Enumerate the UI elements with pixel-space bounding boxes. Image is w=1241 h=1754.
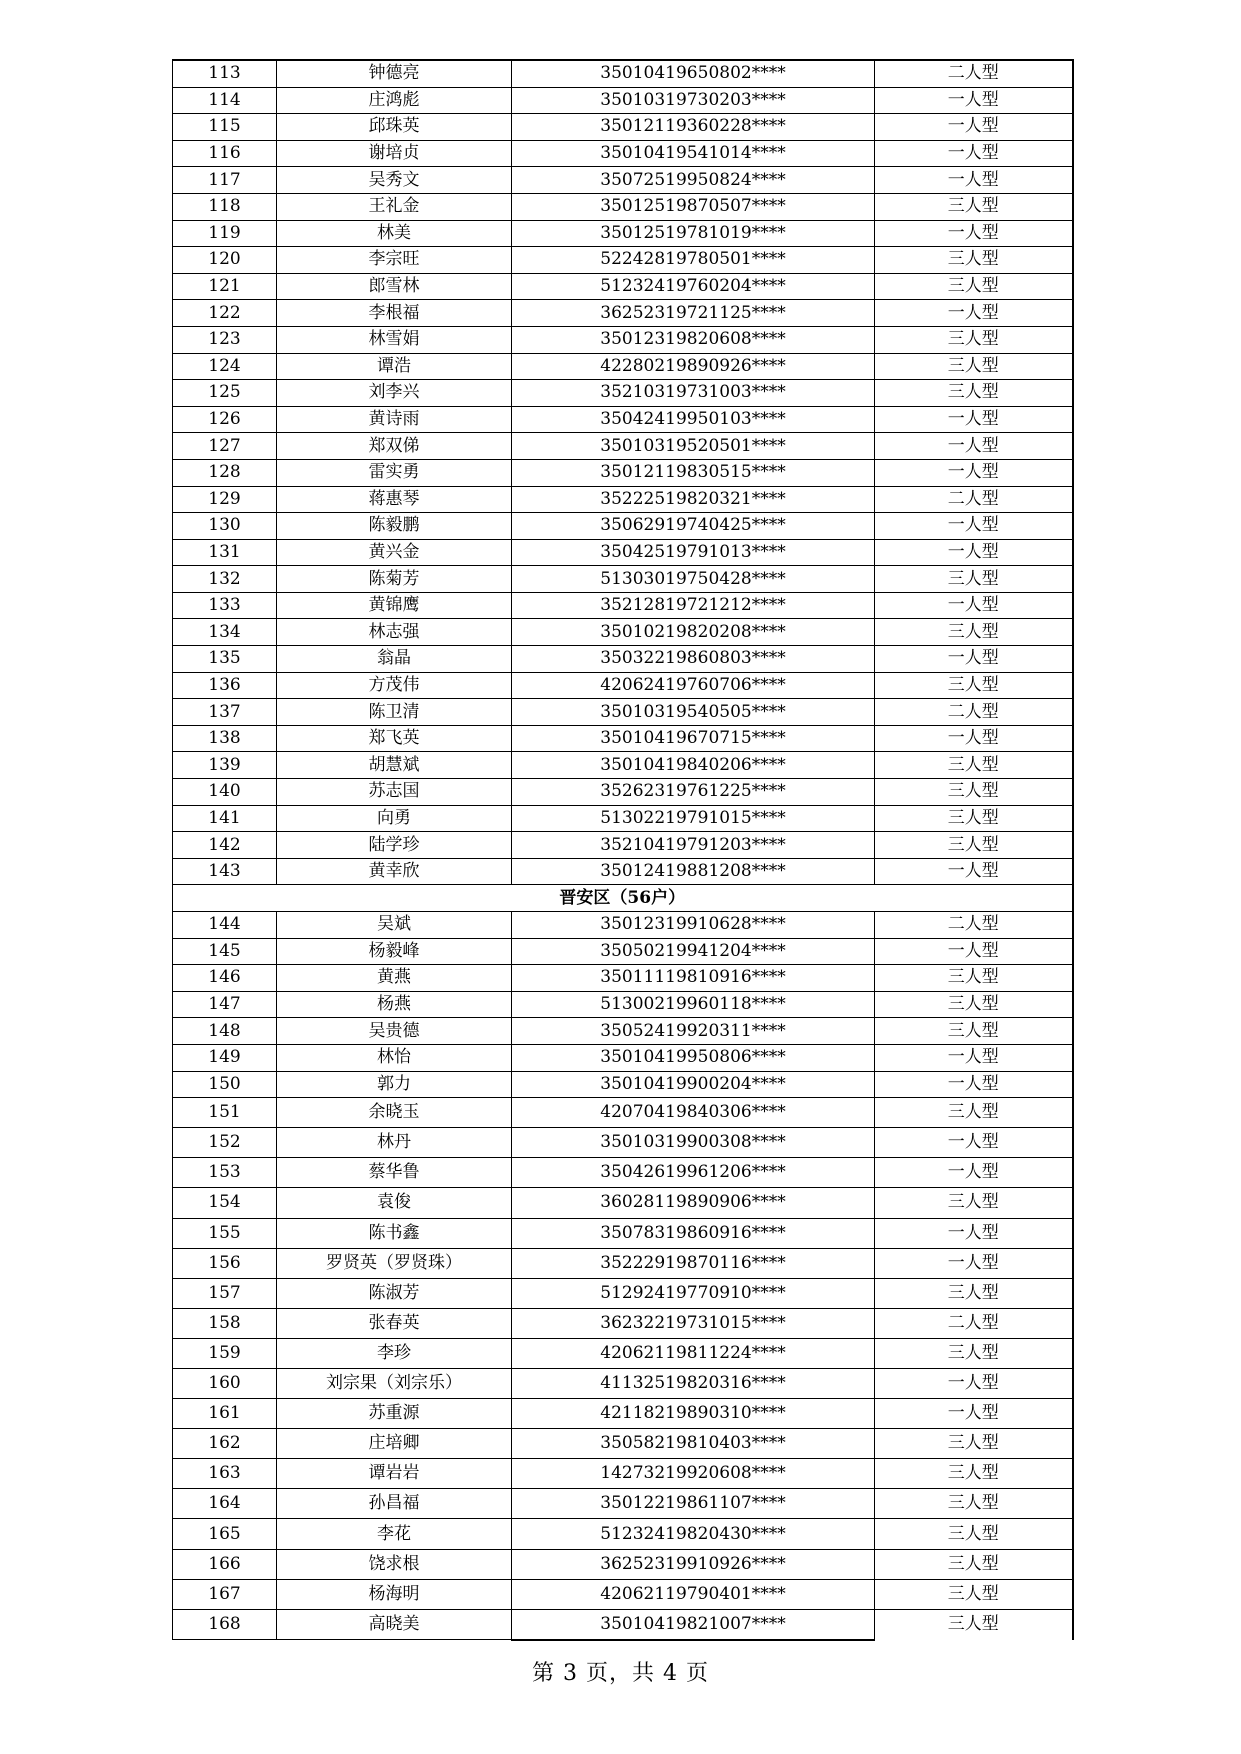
table-row (173, 326, 1073, 353)
household-type: 一人型 (875, 592, 1073, 619)
household-type: 一人型 (875, 1158, 1073, 1188)
id-number: 35012519870507**** (512, 193, 875, 220)
household-type: 三人型 (875, 1188, 1073, 1218)
row-number: 160 (173, 1369, 277, 1399)
person-name: 李根福 (277, 300, 512, 327)
person-name: 翁晶 (277, 646, 512, 673)
household-type: 三人型 (875, 353, 1073, 380)
person-name: 郑飞英 (277, 725, 512, 752)
person-name: 钟德亮 (277, 60, 512, 87)
household-type: 三人型 (875, 1018, 1073, 1045)
table-row (173, 1188, 1073, 1218)
table-row (173, 672, 1073, 699)
row-number: 129 (173, 486, 277, 513)
id-number: 35010419900204**** (512, 1071, 875, 1098)
table-row (173, 1158, 1073, 1188)
row-number: 151 (173, 1098, 277, 1128)
row-number: 128 (173, 459, 277, 486)
row-number: 116 (173, 140, 277, 167)
row-number: 131 (173, 539, 277, 566)
household-type: 一人型 (875, 539, 1073, 566)
person-name: 邱珠英 (277, 114, 512, 141)
household-type: 一人型 (875, 1369, 1073, 1399)
person-name: 雷实勇 (277, 459, 512, 486)
person-name: 胡慧斌 (277, 752, 512, 779)
table-row (173, 1278, 1073, 1308)
person-name: 李花 (277, 1519, 512, 1549)
person-name: 黄兴金 (277, 539, 512, 566)
row-number: 147 (173, 991, 277, 1018)
person-name: 向勇 (277, 805, 512, 832)
id-number: 35032219860803**** (512, 646, 875, 673)
person-name: 吴斌 (277, 912, 512, 939)
person-name: 郭力 (277, 1071, 512, 1098)
household-type: 三人型 (875, 991, 1073, 1018)
person-name: 孙昌福 (277, 1489, 512, 1519)
id-number: 51292419770910**** (512, 1278, 875, 1308)
id-number: 35052419920311**** (512, 1018, 875, 1045)
id-number: 35262319761225**** (512, 779, 875, 806)
table-row (173, 1459, 1073, 1489)
id-number: 35010419950806**** (512, 1044, 875, 1071)
table-row (173, 912, 1073, 939)
id-number: 35222519820321**** (512, 486, 875, 513)
id-number: 35012219861107**** (512, 1489, 875, 1519)
id-number: 36252319910926**** (512, 1549, 875, 1579)
household-type: 一人型 (875, 114, 1073, 141)
row-number: 152 (173, 1128, 277, 1158)
household-type: 一人型 (875, 140, 1073, 167)
id-number: 42062419760706**** (512, 672, 875, 699)
household-type: 三人型 (875, 1609, 1073, 1640)
person-name: 林丹 (277, 1128, 512, 1158)
row-number: 140 (173, 779, 277, 806)
table-row (173, 752, 1073, 779)
row-number: 127 (173, 433, 277, 460)
person-name: 林志强 (277, 619, 512, 646)
table-row (173, 60, 1073, 87)
row-number: 156 (173, 1248, 277, 1278)
household-type: 三人型 (875, 1338, 1073, 1368)
id-number: 36028119890906**** (512, 1188, 875, 1218)
id-number: 35011119810916**** (512, 965, 875, 992)
person-name: 余晓玉 (277, 1098, 512, 1128)
person-name: 黄幸欣 (277, 858, 512, 885)
person-name: 陈淑芳 (277, 1278, 512, 1308)
id-number: 35010419670715**** (512, 725, 875, 752)
table-row (173, 1429, 1073, 1459)
row-number: 122 (173, 300, 277, 327)
id-number: 42280219890926**** (512, 353, 875, 380)
person-name: 张春英 (277, 1308, 512, 1338)
household-type: 一人型 (875, 167, 1073, 194)
id-number: 35072519950824**** (512, 167, 875, 194)
id-number: 35010419840206**** (512, 752, 875, 779)
row-number: 139 (173, 752, 277, 779)
household-type: 三人型 (875, 1459, 1073, 1489)
household-type: 一人型 (875, 300, 1073, 327)
household-type: 二人型 (875, 60, 1073, 87)
table-row (173, 539, 1073, 566)
person-name: 李宗旺 (277, 247, 512, 274)
id-number: 35010319540505**** (512, 699, 875, 726)
row-number: 137 (173, 699, 277, 726)
table-row (173, 486, 1073, 513)
row-number: 159 (173, 1338, 277, 1368)
table-row (173, 1338, 1073, 1368)
person-name: 林美 (277, 220, 512, 247)
table-row (173, 513, 1073, 540)
table-row (173, 1519, 1073, 1549)
row-number: 114 (173, 87, 277, 114)
person-name: 陈卫清 (277, 699, 512, 726)
table-row (173, 619, 1073, 646)
table-row (173, 353, 1073, 380)
person-name: 黄锦鹰 (277, 592, 512, 619)
person-name: 黄燕 (277, 965, 512, 992)
person-name: 杨海明 (277, 1579, 512, 1609)
person-name: 刘宗果（刘宗乐） (277, 1369, 512, 1399)
household-type: 一人型 (875, 938, 1073, 965)
household-type: 一人型 (875, 459, 1073, 486)
table-row (173, 699, 1073, 726)
row-number: 115 (173, 114, 277, 141)
id-number: 36252319721125**** (512, 300, 875, 327)
id-number: 35010319730203**** (512, 87, 875, 114)
table-row (173, 592, 1073, 619)
household-type: 一人型 (875, 1044, 1073, 1071)
household-type: 三人型 (875, 247, 1073, 274)
section-title: 晋安区（56户） (173, 885, 1073, 912)
table-row (173, 832, 1073, 859)
household-type: 二人型 (875, 486, 1073, 513)
person-name: 吴贵德 (277, 1018, 512, 1045)
person-name: 庄培卿 (277, 1429, 512, 1459)
household-type: 二人型 (875, 1308, 1073, 1338)
household-type: 一人型 (875, 87, 1073, 114)
household-type: 二人型 (875, 912, 1073, 939)
household-type: 一人型 (875, 1071, 1073, 1098)
table-row (173, 646, 1073, 673)
table-row (173, 87, 1073, 114)
household-type: 一人型 (875, 513, 1073, 540)
person-name: 谭浩 (277, 353, 512, 380)
id-number: 35012319910628**** (512, 912, 875, 939)
household-type: 三人型 (875, 326, 1073, 353)
row-number: 138 (173, 725, 277, 752)
household-type: 一人型 (875, 1128, 1073, 1158)
row-number: 143 (173, 858, 277, 885)
household-table-body (173, 60, 1073, 1640)
row-number: 132 (173, 566, 277, 593)
household-type: 三人型 (875, 1278, 1073, 1308)
household-type: 三人型 (875, 193, 1073, 220)
row-number: 125 (173, 380, 277, 407)
person-name: 杨燕 (277, 991, 512, 1018)
id-number: 35222919870116**** (512, 1248, 875, 1278)
row-number: 149 (173, 1044, 277, 1071)
row-number: 146 (173, 965, 277, 992)
table-row (173, 1579, 1073, 1609)
table-row (173, 459, 1073, 486)
row-number: 124 (173, 353, 277, 380)
household-type: 三人型 (875, 965, 1073, 992)
household-type: 三人型 (875, 1098, 1073, 1128)
person-name: 杨毅峰 (277, 938, 512, 965)
id-number: 52242819780501**** (512, 247, 875, 274)
table-row (173, 1098, 1073, 1128)
person-name: 刘李兴 (277, 380, 512, 407)
household-type: 一人型 (875, 858, 1073, 885)
household-type: 一人型 (875, 1218, 1073, 1248)
household-type: 三人型 (875, 832, 1073, 859)
row-number: 130 (173, 513, 277, 540)
table-row (173, 566, 1073, 593)
person-name: 李珍 (277, 1338, 512, 1368)
household-type: 三人型 (875, 566, 1073, 593)
row-number: 168 (173, 1609, 277, 1640)
table-row (173, 938, 1073, 965)
table-row (173, 1248, 1073, 1278)
id-number: 51232419760204**** (512, 273, 875, 300)
id-number: 35012519781019**** (512, 220, 875, 247)
household-type: 三人型 (875, 1549, 1073, 1579)
row-number: 163 (173, 1459, 277, 1489)
person-name: 方茂伟 (277, 672, 512, 699)
table-row (173, 300, 1073, 327)
row-number: 142 (173, 832, 277, 859)
person-name: 蒋惠琴 (277, 486, 512, 513)
row-number: 164 (173, 1489, 277, 1519)
household-type: 一人型 (875, 646, 1073, 673)
row-number: 120 (173, 247, 277, 274)
table-row (173, 991, 1073, 1018)
person-name: 苏志国 (277, 779, 512, 806)
row-number: 144 (173, 912, 277, 939)
id-number: 35210319731003**** (512, 380, 875, 407)
id-number: 35012319820608**** (512, 326, 875, 353)
id-number: 35012419881208**** (512, 858, 875, 885)
household-type: 三人型 (875, 1429, 1073, 1459)
person-name: 蔡华鲁 (277, 1158, 512, 1188)
row-number: 148 (173, 1018, 277, 1045)
row-number: 154 (173, 1188, 277, 1218)
table-row (173, 1018, 1073, 1045)
id-number: 35078319860916**** (512, 1218, 875, 1248)
id-number: 35010319900308**** (512, 1128, 875, 1158)
id-number: 35212819721212**** (512, 592, 875, 619)
table-row (173, 1489, 1073, 1519)
household-table (172, 59, 1074, 1641)
row-number: 145 (173, 938, 277, 965)
id-number: 35042419950103**** (512, 406, 875, 433)
household-type: 三人型 (875, 1489, 1073, 1519)
household-type: 二人型 (875, 699, 1073, 726)
table-row (173, 406, 1073, 433)
table-row (173, 1399, 1073, 1429)
person-name: 庄鸿彪 (277, 87, 512, 114)
person-name: 郑双俤 (277, 433, 512, 460)
household-type: 三人型 (875, 1519, 1073, 1549)
id-number: 14273219920608**** (512, 1459, 875, 1489)
table-row (173, 273, 1073, 300)
row-number: 155 (173, 1218, 277, 1248)
person-name: 林雪娟 (277, 326, 512, 353)
page-footer: 第 3 页，共 4 页 (532, 1661, 709, 1686)
person-name: 高晓美 (277, 1609, 512, 1640)
person-name: 林怡 (277, 1044, 512, 1071)
row-number: 157 (173, 1278, 277, 1308)
table-row (173, 380, 1073, 407)
household-type: 一人型 (875, 220, 1073, 247)
row-number: 136 (173, 672, 277, 699)
table-row (173, 1071, 1073, 1098)
row-number: 150 (173, 1071, 277, 1098)
person-name: 苏重源 (277, 1399, 512, 1429)
id-number: 35010319520501**** (512, 433, 875, 460)
id-number: 35042619961206**** (512, 1158, 875, 1188)
household-type: 三人型 (875, 1579, 1073, 1609)
table-row (173, 805, 1073, 832)
row-number: 134 (173, 619, 277, 646)
person-name: 陈菊芳 (277, 566, 512, 593)
table-row (173, 965, 1073, 992)
person-name: 郎雪林 (277, 273, 512, 300)
id-number: 42062119790401**** (512, 1579, 875, 1609)
id-number: 35062919740425**** (512, 513, 875, 540)
person-name: 罗贤英（罗贤珠） (277, 1248, 512, 1278)
household-type: 一人型 (875, 1399, 1073, 1429)
id-number: 41132519820316**** (512, 1369, 875, 1399)
row-number: 118 (173, 193, 277, 220)
id-number: 51302219791015**** (512, 805, 875, 832)
row-number: 126 (173, 406, 277, 433)
row-number: 133 (173, 592, 277, 619)
row-number: 119 (173, 220, 277, 247)
row-number: 117 (173, 167, 277, 194)
person-name: 王礼金 (277, 193, 512, 220)
id-number: 35010419821007**** (512, 1609, 875, 1640)
table-row (173, 779, 1073, 806)
id-number: 42062119811224**** (512, 1338, 875, 1368)
table-row (173, 1549, 1073, 1579)
id-number: 36232219731015**** (512, 1308, 875, 1338)
person-name: 陈书鑫 (277, 1218, 512, 1248)
table-row (173, 193, 1073, 220)
row-number: 161 (173, 1399, 277, 1429)
id-number: 35042519791013**** (512, 539, 875, 566)
table-row (173, 1609, 1073, 1640)
row-number: 162 (173, 1429, 277, 1459)
id-number: 35010219820208**** (512, 619, 875, 646)
table-row (173, 1128, 1073, 1158)
id-number: 51303019750428**** (512, 566, 875, 593)
household-type: 三人型 (875, 672, 1073, 699)
id-number: 51300219960118**** (512, 991, 875, 1018)
person-name: 饶求根 (277, 1549, 512, 1579)
row-number: 166 (173, 1549, 277, 1579)
table-row (173, 1308, 1073, 1338)
household-type: 三人型 (875, 619, 1073, 646)
row-number: 158 (173, 1308, 277, 1338)
id-number: 35210419791203**** (512, 832, 875, 859)
row-number: 113 (173, 60, 277, 87)
table-row (173, 167, 1073, 194)
row-number: 121 (173, 273, 277, 300)
person-name: 吴秀文 (277, 167, 512, 194)
table-row (173, 1044, 1073, 1071)
household-type: 三人型 (875, 779, 1073, 806)
id-number: 35050219941204**** (512, 938, 875, 965)
id-number: 35012119830515**** (512, 459, 875, 486)
household-type: 一人型 (875, 1248, 1073, 1278)
person-name: 陆学珍 (277, 832, 512, 859)
person-name: 袁俊 (277, 1188, 512, 1218)
row-number: 135 (173, 646, 277, 673)
table-row (173, 247, 1073, 274)
person-name: 陈毅鹏 (277, 513, 512, 540)
id-number: 42070419840306**** (512, 1098, 875, 1128)
id-number: 35010419541014**** (512, 140, 875, 167)
table-row (173, 114, 1073, 141)
row-number: 153 (173, 1158, 277, 1188)
row-number: 167 (173, 1579, 277, 1609)
household-type: 一人型 (875, 725, 1073, 752)
table-row (173, 725, 1073, 752)
table-row (173, 433, 1073, 460)
id-number: 35012119360228**** (512, 114, 875, 141)
table-row (173, 1369, 1073, 1399)
table-row (173, 1218, 1073, 1248)
household-type: 一人型 (875, 406, 1073, 433)
household-type: 三人型 (875, 273, 1073, 300)
section-header-row (173, 885, 1073, 912)
row-number: 123 (173, 326, 277, 353)
table-row (173, 858, 1073, 885)
person-name: 黄诗雨 (277, 406, 512, 433)
person-name: 谭岩岩 (277, 1459, 512, 1489)
household-type: 一人型 (875, 433, 1073, 460)
id-number: 51232419820430**** (512, 1519, 875, 1549)
person-name: 谢培贞 (277, 140, 512, 167)
row-number: 165 (173, 1519, 277, 1549)
household-type: 三人型 (875, 752, 1073, 779)
id-number: 35010419650802**** (512, 60, 875, 87)
household-type: 三人型 (875, 380, 1073, 407)
row-number: 141 (173, 805, 277, 832)
table-row (173, 220, 1073, 247)
id-number: 35058219810403**** (512, 1429, 875, 1459)
id-number: 42118219890310**** (512, 1399, 875, 1429)
table-row (173, 140, 1073, 167)
household-type: 三人型 (875, 805, 1073, 832)
